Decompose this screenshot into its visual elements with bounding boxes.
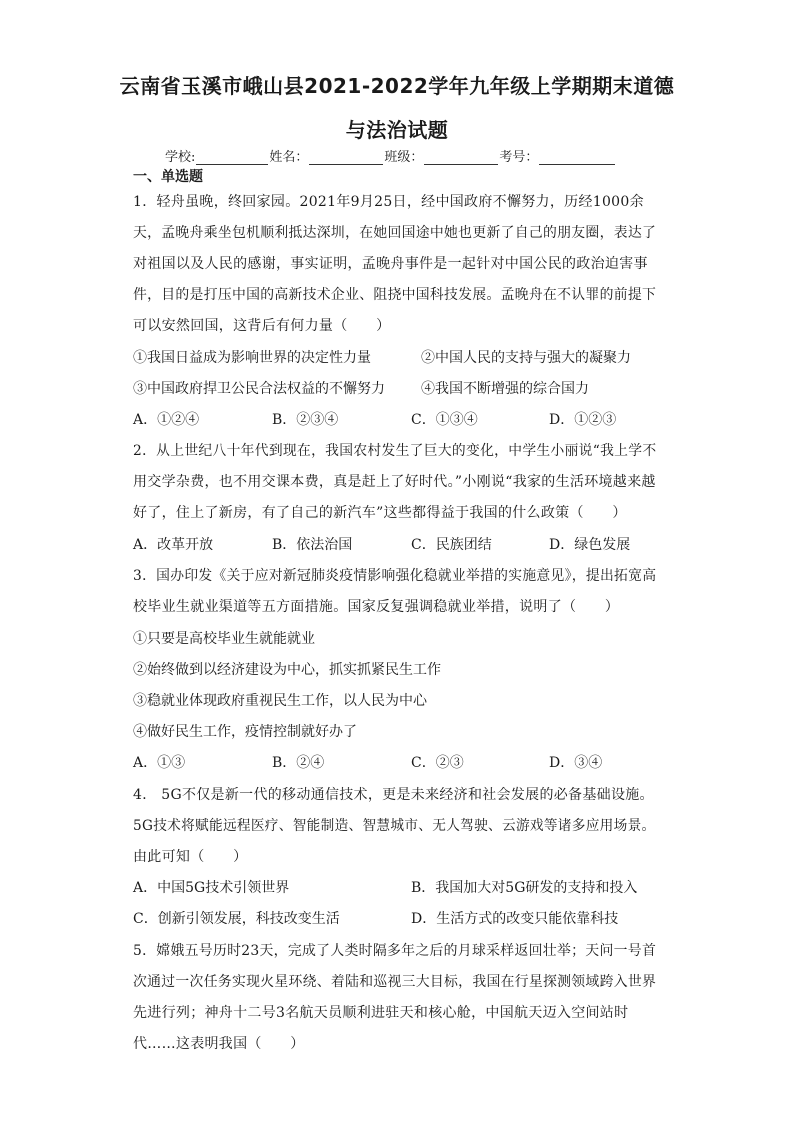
q3-option-a[interactable]: A．①③ [133,755,186,771]
q2-line: 2．从上世纪八十年代到现在，我国农村发生了巨大的变化，中学生小丽说“我上学不 [133,443,657,459]
student-info-row [165,146,616,165]
q1-line: 可以安然回国，这背后有何力量（ ） [133,318,391,334]
q2-option-b[interactable]: B．依法治国 [272,537,353,553]
q5-line: 先进行列；神舟十二号3名航天员顺利进驻天和核心舱，中国航天迈入空间站时 [133,1005,629,1021]
q5-line: 次通过一次任务实现火星环绕、着陆和巡视三大目标，我国在行星探测领域跨入世界 [133,974,657,990]
q2-option-d[interactable]: D．绿色发展 [549,537,631,553]
q1-line: 对祖国以及人民的感谢，事实证明，孟晚舟事件是一起针对中国公民的政治迫害事 [133,256,648,272]
q4-line: 5G技术将赋能远程医疗、智能制造、智慧城市、无人驾驶、云游戏等诸多应用场景。 [133,818,656,834]
q2-line: 好了，住上了新房，有了自己的新汽车”这些都得益于我国的什么政策（ ） [133,505,627,521]
exam-title-line2: 与法治试题 [345,118,449,142]
q4-line: 4． 5G不仅是新一代的移动通信技术，更是未来经济和社会发展的必备基础设施。 [133,787,654,803]
q3-option-c[interactable]: C．②③ [411,755,464,771]
q4-option-b[interactable]: B．我国加大对5G研发的支持和投入 [411,880,638,896]
q1-statement: ①我国日益成为影响世界的决定性力量 [133,350,371,366]
school-blank[interactable] [196,150,268,165]
q1-statement: ②中国人民的支持与强大的凝聚力 [421,350,631,366]
q4-option-c[interactable]: C．创新引领发展，科技改变生活 [133,911,340,927]
class-blank[interactable] [424,150,498,165]
q3-line: 3．国办印发《关于应对新冠肺炎疫情影响强化稳就业举措的实施意见》，提出拓宽高 [133,568,657,584]
q5-line: 代……这表明我国（ ） [133,1036,305,1052]
section-heading: 一、单选题 [133,169,203,185]
q1-option-a[interactable]: A．①②④ [133,412,200,428]
q1-option-d[interactable]: D．①②③ [549,412,617,428]
q3-line: 校毕业生就业渠道等五方面措施。国家反复强调稳就业举措，说明了（ ） [133,599,620,615]
q1-statement: ③中国政府捍卫公民合法权益的不懈努力 [133,381,385,397]
q4-option-d[interactable]: D．生活方式的改变只能依靠科技 [411,911,619,927]
q5-line: 5．嫦娥五号历时23天，完成了人类时隔多年之后的月球采样返回壮举；天问一号首 [133,943,657,959]
q1-option-c[interactable]: C．①③④ [411,412,478,428]
q1-option-b[interactable]: B．②③④ [272,412,339,428]
q4-option-a[interactable]: A．中国5G技术引领世界 [133,880,290,896]
q3-option-d[interactable]: D．③④ [549,755,603,771]
class-label: 班级： [384,150,424,165]
number-label: 考号： [499,150,539,165]
q3-statement: ①只要是高校毕业生就能就业 [133,631,315,647]
school-label: 学校: [165,150,196,165]
q1-statement: ④我国不断增强的综合国力 [421,381,589,397]
q3-statement: ④做好民生工作，疫情控制就好办了 [133,724,357,740]
q2-line: 用交学杂费，也不用交课本费，真是赶上了好时代。”小刚说“我家的生活环境越来越 [133,474,656,490]
q3-statement: ③稳就业体现政府重视民生工作，以人民为中心 [133,693,427,709]
q1-line: 件，目的是打压中国的高新技术企业、阻挠中国科技发展。孟晚舟在不认罪的前提下 [133,287,657,303]
q1-line: 1．轻舟虽晚，终回家园。2021年9月25日，经中国政府不懈努力，历经1000余 [133,194,644,210]
q2-option-a[interactable]: A．改革开放 [133,537,214,553]
q4-line: 由此可知（ ） [133,849,248,865]
name-blank[interactable] [309,150,383,165]
exam-title-line1: 云南省玉溪市峨山县2021-2022学年九年级上学期期末道德 [119,74,675,98]
q1-line: 天，孟晚舟乘坐包机顺利抵达深圳，在她回国途中她也更新了自己的朋友圈，表达了 [133,225,657,241]
q3-option-b[interactable]: B．②④ [272,755,325,771]
name-label: 姓名： [269,150,309,165]
q2-option-c[interactable]: C．民族团结 [411,537,492,553]
q3-statement: ②始终做到以经济建设为中心，抓实抓紧民生工作 [133,662,441,678]
number-blank[interactable] [539,150,615,165]
